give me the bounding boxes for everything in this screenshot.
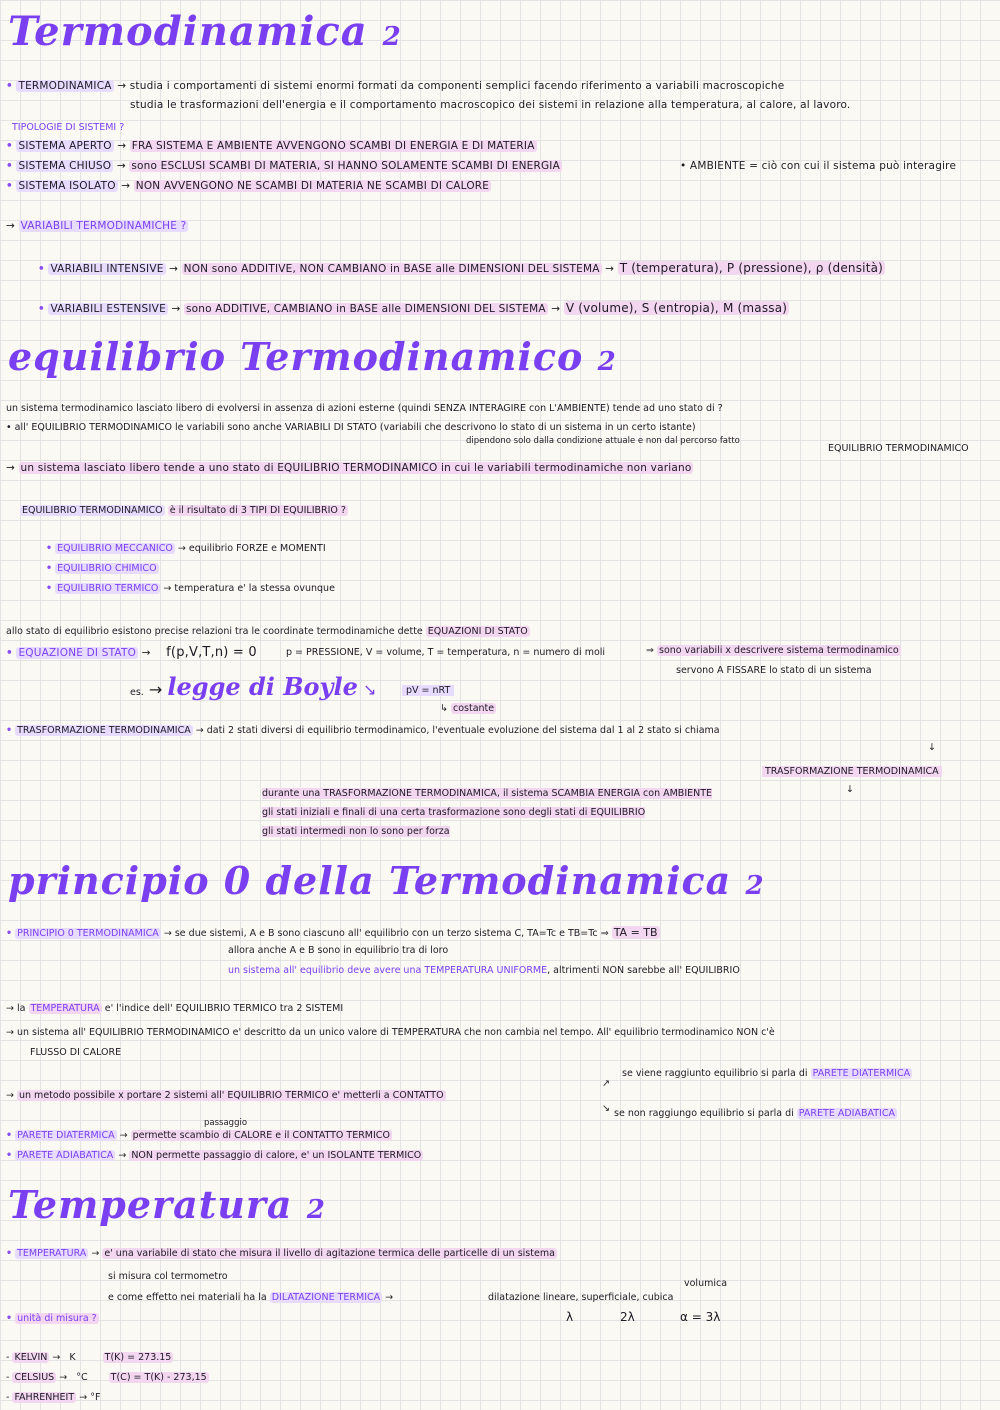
volumica-note: volumica bbox=[684, 1278, 728, 1289]
indice-text-a: la bbox=[17, 1003, 26, 1014]
symbol-alpha: α = 3λ bbox=[680, 1310, 721, 1324]
estensive-row bbox=[38, 301, 789, 315]
principio-label: PRINCIPIO 0 TERMODINAMICA bbox=[17, 928, 159, 939]
equazione-vars: p = PRESSIONE, V = volume, T = temperatura, n = numero di moli bbox=[286, 647, 606, 658]
parete-diatermica-row bbox=[6, 1130, 392, 1141]
tipologie-heading: TIPOLOGIE DI SISTEMI ? bbox=[12, 122, 125, 133]
temperatura-line-1: e' una variabile di stato che misura il livello di agitazione termica delle particelle di un sistema bbox=[104, 1248, 555, 1259]
termico-label: EQUILIBRIO TERMICO bbox=[57, 583, 159, 594]
trasformazione-line-1: durante una TRASFORMAZIONE TERMODINAMICA, il sistema SCAMBIA ENERGIA con AMBIENTE bbox=[262, 788, 713, 799]
chimico-label: EQUILIBRIO CHIMICO bbox=[57, 563, 157, 574]
arrow-icon: → bbox=[6, 1090, 14, 1101]
ambiente-note: • AMBIENTE = ciò con cui il sistema può interagire bbox=[680, 160, 957, 172]
equilibrio-line-4 bbox=[6, 462, 693, 474]
branch-2-text: se non raggiungo equilibrio si parla di bbox=[614, 1108, 794, 1119]
temperatura-row bbox=[6, 1248, 557, 1259]
temperatura-label: TEMPERATURA bbox=[17, 1248, 87, 1259]
parete-adiabatica-row bbox=[6, 1150, 423, 1161]
branch-1-highlight: PARETE DIATERMICA bbox=[812, 1068, 911, 1079]
arrow-icon: → bbox=[171, 303, 181, 315]
intensive-label: VARIABILI INTENSIVE bbox=[50, 263, 164, 275]
risultato-row bbox=[20, 505, 348, 516]
pv-formula: pV = nRT bbox=[402, 685, 454, 696]
arrow-icon: → bbox=[79, 1392, 88, 1403]
trasformazione-label: TRASFORMAZIONE TERMODINAMICA bbox=[17, 725, 191, 736]
arrow-icon: → bbox=[163, 583, 172, 594]
risultato-label: EQUILIBRIO TERMODINAMICO bbox=[22, 505, 163, 516]
metodo-text: un metodo possibile x portare 2 sistemi all' EQUILIBRIO TERMICO e' metterli a CONTATTO bbox=[19, 1090, 444, 1101]
estensive-list: V (volume), S (entropia), M (massa) bbox=[565, 301, 788, 315]
unit-celsius-row bbox=[6, 1372, 209, 1383]
parete-adiabatica-label: PARETE ADIABATICA bbox=[17, 1150, 114, 1161]
parete-adiabatica-text: NON permette passaggio di calore, e' un ISOLANTE TERMICO bbox=[131, 1150, 422, 1161]
costante-row bbox=[440, 703, 496, 714]
equilibrio-line-4-text: un sistema lasciato libero tende a uno stato di EQUILIBRIO TERMODINAMICO in cui le variabili termodinamiche non variano bbox=[20, 462, 692, 474]
parete-diatermica-text: permette scambio di CALORE e il CONTATTO TERMICO bbox=[132, 1130, 390, 1141]
bullet-icon: • bbox=[6, 1150, 13, 1161]
temperatura-line-2: si misura col termometro bbox=[108, 1271, 228, 1282]
principio-line-1: se due sistemi, A e B sono ciascuno all' equilibrio con un terzo sistema C, TA=Tc e TB=Tc bbox=[174, 928, 598, 939]
trasformazione-line-3: gli stati intermedi non lo sono per forza bbox=[262, 826, 450, 837]
page-title bbox=[8, 8, 402, 55]
termico-text: temperatura e' la stessa ovunque bbox=[174, 583, 335, 594]
trasformazione-text: dati 2 stati diversi di equilibrio termodinamico, l'eventuale evoluzione del sistema dal 1 al 2 stato si chiama bbox=[206, 725, 720, 736]
variabili-heading bbox=[6, 220, 188, 232]
term-label: TERMODINAMICA bbox=[18, 80, 112, 92]
bullet-icon: • bbox=[46, 543, 53, 554]
celsius-name: CELSIUS bbox=[14, 1372, 55, 1383]
meccanico-label: EQUILIBRIO MECCANICO bbox=[57, 543, 173, 554]
definition-line-1: studia i comportamenti di sistemi enormi formati da componenti semplici facendo riferimento a variabili macroscopiche bbox=[129, 80, 785, 92]
equilibrio-descr-row bbox=[6, 1027, 775, 1038]
title-equilibrio: equilibrio Termodinamico bbox=[8, 334, 584, 379]
symbol-lambda: λ bbox=[566, 1310, 574, 1324]
arrow-icon: → bbox=[119, 1130, 128, 1141]
arrow-icon: → bbox=[141, 647, 151, 659]
unit-fahrenheit-row bbox=[6, 1392, 100, 1403]
arrow-icon: → bbox=[6, 1003, 14, 1014]
section-title-equilibrio bbox=[8, 334, 617, 379]
colon-mark: 2 bbox=[382, 22, 402, 52]
bullet-icon: • bbox=[6, 80, 13, 92]
unita-label: unità di misura ? bbox=[17, 1313, 97, 1324]
arrow-icon: → bbox=[551, 303, 561, 315]
branch-up-arrow-icon: ↗ bbox=[602, 1078, 610, 1089]
equazione-desc-2: servono A FISSARE lo stato di un sistema bbox=[676, 665, 872, 676]
branch-diatermica bbox=[622, 1068, 912, 1079]
bullet-icon: • bbox=[38, 303, 45, 315]
branch-2-highlight: PARETE ADIABATICA bbox=[798, 1108, 895, 1119]
branch-adiabatica bbox=[614, 1108, 897, 1119]
boyle-row bbox=[130, 672, 376, 701]
arrow-icon: → bbox=[163, 928, 172, 939]
bullet-icon: • bbox=[46, 563, 53, 574]
branch-down-arrow-icon: ↘ bbox=[602, 1103, 610, 1114]
bullet-icon: • bbox=[38, 263, 45, 275]
down-arrow-icon: ↳ bbox=[440, 703, 448, 714]
flusso-calore: FLUSSO DI CALORE bbox=[30, 1047, 122, 1058]
bullet-icon: • bbox=[6, 1130, 13, 1141]
definition-line-2: studia le trasformazioni dell'energia e il comportamento macroscopico dei sistemi in relazione alla temperatura, al calore, al lavoro. bbox=[130, 99, 851, 111]
equazione-row bbox=[6, 645, 257, 660]
arrow-icon: → bbox=[6, 220, 15, 232]
principio-line-2: allora anche A e B sono in equilibrio tra di loro bbox=[228, 945, 449, 956]
indice-highlight: TEMPERATURA bbox=[30, 1003, 100, 1014]
section-title-temperatura bbox=[8, 1182, 326, 1227]
bullet-icon: • bbox=[6, 1248, 13, 1259]
curved-arrow-icon: ↘ bbox=[362, 680, 377, 699]
dash-icon: - bbox=[6, 1392, 10, 1403]
arrow-icon: → bbox=[605, 263, 615, 275]
arrow-icon: → bbox=[52, 1352, 61, 1363]
equilibrio-termico-row bbox=[46, 583, 335, 594]
principio-result: TA = TB bbox=[613, 926, 658, 939]
bullet-icon: • bbox=[6, 647, 13, 659]
colon-mark: 2 bbox=[745, 871, 765, 901]
equazione-label: EQUAZIONE DI STATO bbox=[18, 647, 137, 659]
temperatura-line-3-text: e come effetto nei materiali ha la bbox=[108, 1292, 267, 1303]
stato-line bbox=[6, 626, 530, 637]
stato-highlight: EQUAZIONI DI STATO bbox=[427, 626, 528, 637]
arrow-icon: → bbox=[91, 1248, 100, 1259]
risultato-text: è il risultato di 3 TIPI DI EQUILIBRIO ? bbox=[169, 505, 346, 516]
equilibrio-meccanico-row bbox=[46, 543, 326, 554]
dash-icon: - bbox=[6, 1352, 10, 1363]
dilatazione-types: dilatazione lineare, superficiale, cubica bbox=[488, 1292, 674, 1303]
es-label: es. bbox=[130, 687, 144, 698]
sistema-aperto-label: SISTEMA APERTO bbox=[18, 140, 112, 152]
title-temperatura: Temperatura bbox=[8, 1182, 293, 1227]
sistema-aperto-text: FRA SISTEMA E AMBIENTE AVVENGONO SCAMBI DI ENERGIA E DI MATERIA bbox=[131, 140, 535, 152]
principio-line-3a: un sistema all' equilibrio deve avere una TEMPERATURA UNIFORME bbox=[228, 965, 548, 976]
arrow-icon: → bbox=[59, 1372, 68, 1383]
variabili-label: VARIABILI TERMODINAMICHE ? bbox=[20, 220, 187, 232]
equazione-desc-1-text: sono variabili x descrivere sistema termodinamico bbox=[659, 645, 899, 656]
colon-mark: 2 bbox=[306, 1195, 326, 1225]
indice-text-b: e' l'indice dell' EQUILIBRIO TERMICO tra 2 SISTEMI bbox=[104, 1003, 344, 1014]
termodinamica-definition bbox=[6, 80, 784, 92]
equilibrio-line-2: • all' EQUILIBRIO TERMODINAMICO le variabili sono anche VARIABILI DI STATO (variabili che descrivono lo stato di un sistema in un certo istante) bbox=[6, 422, 696, 433]
down-arrow-icon-2: ↓ bbox=[846, 784, 854, 795]
temperatura-indice-row bbox=[6, 1003, 343, 1014]
parete-diatermica-label: PARETE DIATERMICA bbox=[17, 1130, 115, 1141]
trasformazione-line-2: gli stati iniziali e finali di una certa trasformazione sono degli stati di EQUILIBRIO bbox=[262, 807, 646, 818]
unit-kelvin-row bbox=[6, 1352, 173, 1363]
section-title-principio bbox=[8, 858, 765, 903]
bullet-icon: • bbox=[6, 928, 13, 939]
equilibrio-descr-text: un sistema all' EQUILIBRIO TERMODINAMICO e' descritto da un unico valore di TEMPERATURA che non cambia nel tempo. All' equilibrio termodinamico NON c'è bbox=[17, 1027, 775, 1038]
equilibrio-line-3: dipendono solo dalla condizione attuale e non dal percorso fatto bbox=[466, 436, 740, 446]
arrow-icon: → bbox=[385, 1292, 394, 1303]
kelvin-formula: T(K) = 273.15 bbox=[104, 1352, 172, 1363]
symbol-2lambda: 2λ bbox=[620, 1310, 635, 1324]
kelvin-name: KELVIN bbox=[14, 1352, 48, 1363]
principio-line-3 bbox=[228, 965, 740, 976]
arrow-icon: → bbox=[169, 263, 179, 275]
stato-line-text: allo stato di equilibrio esistono precise relazioni tra le coordinate termodinamiche dette bbox=[6, 626, 423, 637]
colon-mark: 2 bbox=[597, 347, 617, 377]
equilibrio-chimico-row bbox=[46, 563, 159, 574]
arrow-icon: → bbox=[116, 160, 126, 172]
intensive-row bbox=[38, 261, 885, 275]
bullet-icon: • bbox=[6, 1313, 13, 1324]
unita-heading bbox=[6, 1313, 99, 1324]
principio-line-3b: , altrimenti NON sarebbe all' EQUILIBRIO bbox=[547, 965, 740, 976]
meccanico-text: equilibrio FORZE e MOMENTI bbox=[188, 543, 326, 554]
equilibrio-side-label: EQUILIBRIO TERMODINAMICO bbox=[828, 443, 969, 454]
arrow-icon: → bbox=[118, 1150, 127, 1161]
temperatura-line-3 bbox=[108, 1292, 393, 1303]
bullet-icon: • bbox=[6, 180, 13, 192]
arrow-icon: → bbox=[177, 543, 186, 554]
arrow-icon: → bbox=[6, 1027, 14, 1038]
costante-label: costante bbox=[453, 703, 495, 714]
arrow-icon: → bbox=[121, 180, 131, 192]
fahrenheit-symbol: °F bbox=[90, 1392, 101, 1403]
dash-icon: - bbox=[6, 1372, 10, 1383]
boyle-title: legge di Boyle bbox=[167, 672, 358, 701]
celsius-symbol: °C bbox=[76, 1372, 88, 1383]
bullet-icon: • bbox=[46, 583, 53, 594]
equilibrio-line-1: un sistema termodinamico lasciato libero di evolversi in assenza di azioni esterne (quindi SENZA INTERAGIRE con L'AMBIENTE) tende ad uno stato di ? bbox=[6, 403, 723, 414]
arrow-icon: → bbox=[6, 462, 15, 474]
sistema-aperto-row bbox=[6, 140, 537, 152]
dilatazione-label: DILATAZIONE TERMICA bbox=[271, 1292, 381, 1303]
sistema-isolato-label: SISTEMA ISOLATO bbox=[18, 180, 116, 192]
sistema-chiuso-label: SISTEMA CHIUSO bbox=[18, 160, 112, 172]
celsius-formula: T(C) = T(K) - 273,15 bbox=[110, 1372, 207, 1383]
title-termodinamica: Termodinamica bbox=[8, 8, 368, 55]
bullet-icon: • bbox=[6, 160, 13, 172]
principio-row bbox=[6, 926, 660, 939]
estensive-label: VARIABILI ESTENSIVE bbox=[50, 303, 166, 315]
kelvin-symbol: K bbox=[69, 1352, 76, 1363]
title-principio: principio 0 della Termodinamica bbox=[8, 858, 732, 903]
passaggio-note: passaggio bbox=[204, 1118, 248, 1128]
arrow-icon: → bbox=[148, 680, 163, 699]
trasformazione-right: TRASFORMAZIONE TERMODINAMICA bbox=[762, 766, 942, 777]
arrow-icon: → bbox=[195, 725, 204, 736]
sistema-isolato-text: NON AVVENGONO NE SCAMBI DI MATERIA NE SCAMBI DI CALORE bbox=[135, 180, 490, 192]
equazione-formula: f(p,V,T,n) = 0 bbox=[166, 645, 257, 660]
trasformazione-row bbox=[6, 725, 720, 736]
estensive-text: sono ADDITIVE, CAMBIANO in BASE alle DIMENSIONI DEL SISTEMA bbox=[186, 303, 546, 315]
branch-1-text: se viene raggiunto equilibrio si parla di bbox=[622, 1068, 808, 1079]
intensive-list: T (temperatura), P (pressione), ρ (densità) bbox=[619, 261, 884, 275]
implies-icon: ⇒ bbox=[600, 928, 609, 939]
bullet-icon: • bbox=[6, 725, 13, 736]
sistema-chiuso-row bbox=[6, 160, 562, 172]
equazione-desc-1 bbox=[646, 645, 901, 656]
bullet-icon: • bbox=[6, 140, 13, 152]
metodo-row bbox=[6, 1090, 446, 1101]
curl-arrow-icon: ↓ bbox=[928, 742, 936, 753]
sistema-chiuso-text: sono ESCLUSI SCAMBI DI MATERIA, SI HANNO SOLAMENTE SCAMBI DI ENERGIA bbox=[131, 160, 560, 172]
fahrenheit-name: FAHRENHEIT bbox=[14, 1392, 75, 1403]
implies-icon: ⇒ bbox=[646, 645, 654, 656]
sistema-isolato-row bbox=[6, 180, 491, 192]
arrow-icon: → bbox=[117, 80, 127, 92]
intensive-text: NON sono ADDITIVE, NON CAMBIANO in BASE alle DIMENSIONI DEL SISTEMA bbox=[183, 263, 600, 275]
arrow-icon: → bbox=[117, 140, 127, 152]
